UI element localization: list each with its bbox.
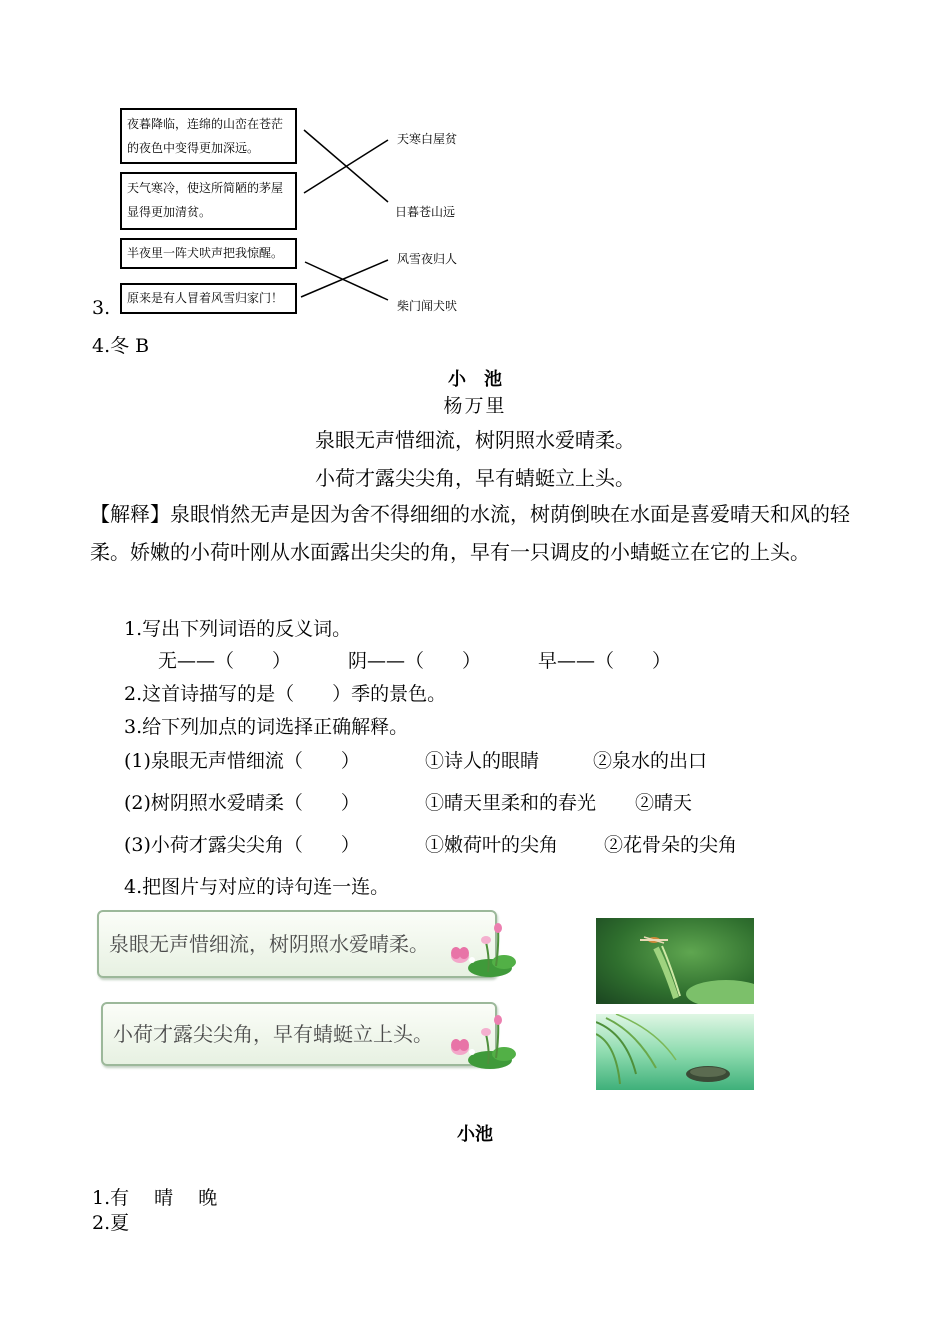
question-4: 4.把图片与对应的诗句连一连。 — [124, 876, 390, 898]
willow-water-photo — [596, 1014, 754, 1090]
match-right-item-3: 风雪夜归人 — [397, 252, 458, 266]
question-3-stem-1: (1)泉眼无声惜细流（ ） — [124, 750, 360, 772]
explanation-tag: 【解释】 — [90, 502, 170, 526]
match-right-item-1: 天寒白屋贫 — [397, 132, 458, 146]
question-3-option-2b: ②晴天 — [635, 792, 693, 814]
poem-title: 小 池 — [448, 369, 502, 390]
question-3-stem-3: (3)小荷才露尖尖角（ ） — [124, 834, 360, 856]
question-1-item-3: 早——（ ） — [538, 650, 672, 672]
dragonfly-on-lotus-leaf-photo — [596, 918, 754, 1004]
explanation-text: 泉眼悄然无声是因为舍不得细细的水流，树荫倒映在水面是喜爱晴天和风的轻柔。娇嫩的小荷叶刚从水面露出尖尖的角，早有一只调皮的小蜻蜓立在它的上头。 — [90, 502, 850, 564]
answer-1: 1.有 晴 晚 — [92, 1187, 218, 1209]
lotus-icon — [442, 1014, 520, 1072]
match-right-item-4: 柴门闻犬吠 — [397, 299, 458, 313]
previous-answer-4: 4.冬 B — [92, 335, 150, 357]
match-left-item-4: 原来是有人冒着风雪归家门！ — [120, 283, 297, 314]
match-lines — [0, 0, 950, 330]
question-1: 1.写出下列词语的反义词。 — [124, 618, 352, 640]
answer-title: 小池 — [457, 1124, 493, 1145]
poem-author: 杨万里 — [443, 395, 507, 417]
answer-2: 2.夏 — [92, 1212, 130, 1234]
question-3-option-2a: ①晴天里柔和的春光 — [425, 792, 597, 814]
banner-1-text: 泉眼无声惜细流，树阴照水爱晴柔。 — [109, 932, 429, 956]
question-3-option-1b: ②泉水的出口 — [593, 750, 708, 772]
match-left-item-3: 半夜里一阵犬吠声把我惊醒。 — [120, 238, 297, 269]
match-left-item-2: 天气寒冷，使这所简陋的茅屋显得更加清贫。 — [120, 172, 297, 230]
question-1-item-2: 阴——（ ） — [348, 650, 482, 672]
question-2: 2.这首诗描写的是（ ）季的景色。 — [124, 683, 447, 705]
match-left-item-1: 夜暮降临，连绵的山峦在苍茫的夜色中变得更加深远。 — [120, 108, 297, 164]
banner-2-text: 小荷才露尖尖角，早有蜻蜓立上头。 — [113, 1022, 433, 1046]
poem-banner-1 — [97, 910, 497, 978]
match-line-3 — [305, 262, 388, 300]
question-3-option-3a: ①嫩荷叶的尖角 — [425, 834, 559, 856]
match-line-2 — [304, 140, 388, 193]
poem-line-2: 小荷才露尖尖角，早有蜻蜓立上头。 — [315, 466, 635, 490]
question-1-item-1: 无——（ ） — [158, 650, 292, 672]
match-question-number: 3. — [92, 297, 111, 319]
poem-line-1: 泉眼无声惜细流，树阴照水爱晴柔。 — [315, 428, 635, 452]
question-3-stem-2: (2)树阴照水爱晴柔（ ） — [124, 792, 360, 814]
question-3: 3.给下列加点的词选择正确解释。 — [124, 716, 409, 738]
question-3-option-1a: ①诗人的眼睛 — [425, 750, 540, 772]
match-right-item-2: 日暮苍山远 — [395, 205, 456, 219]
question-3-option-3b: ②花骨朵的尖角 — [604, 834, 738, 856]
poem-banner-2 — [101, 1002, 497, 1066]
poem-explanation — [90, 495, 865, 571]
lotus-icon — [442, 922, 520, 980]
